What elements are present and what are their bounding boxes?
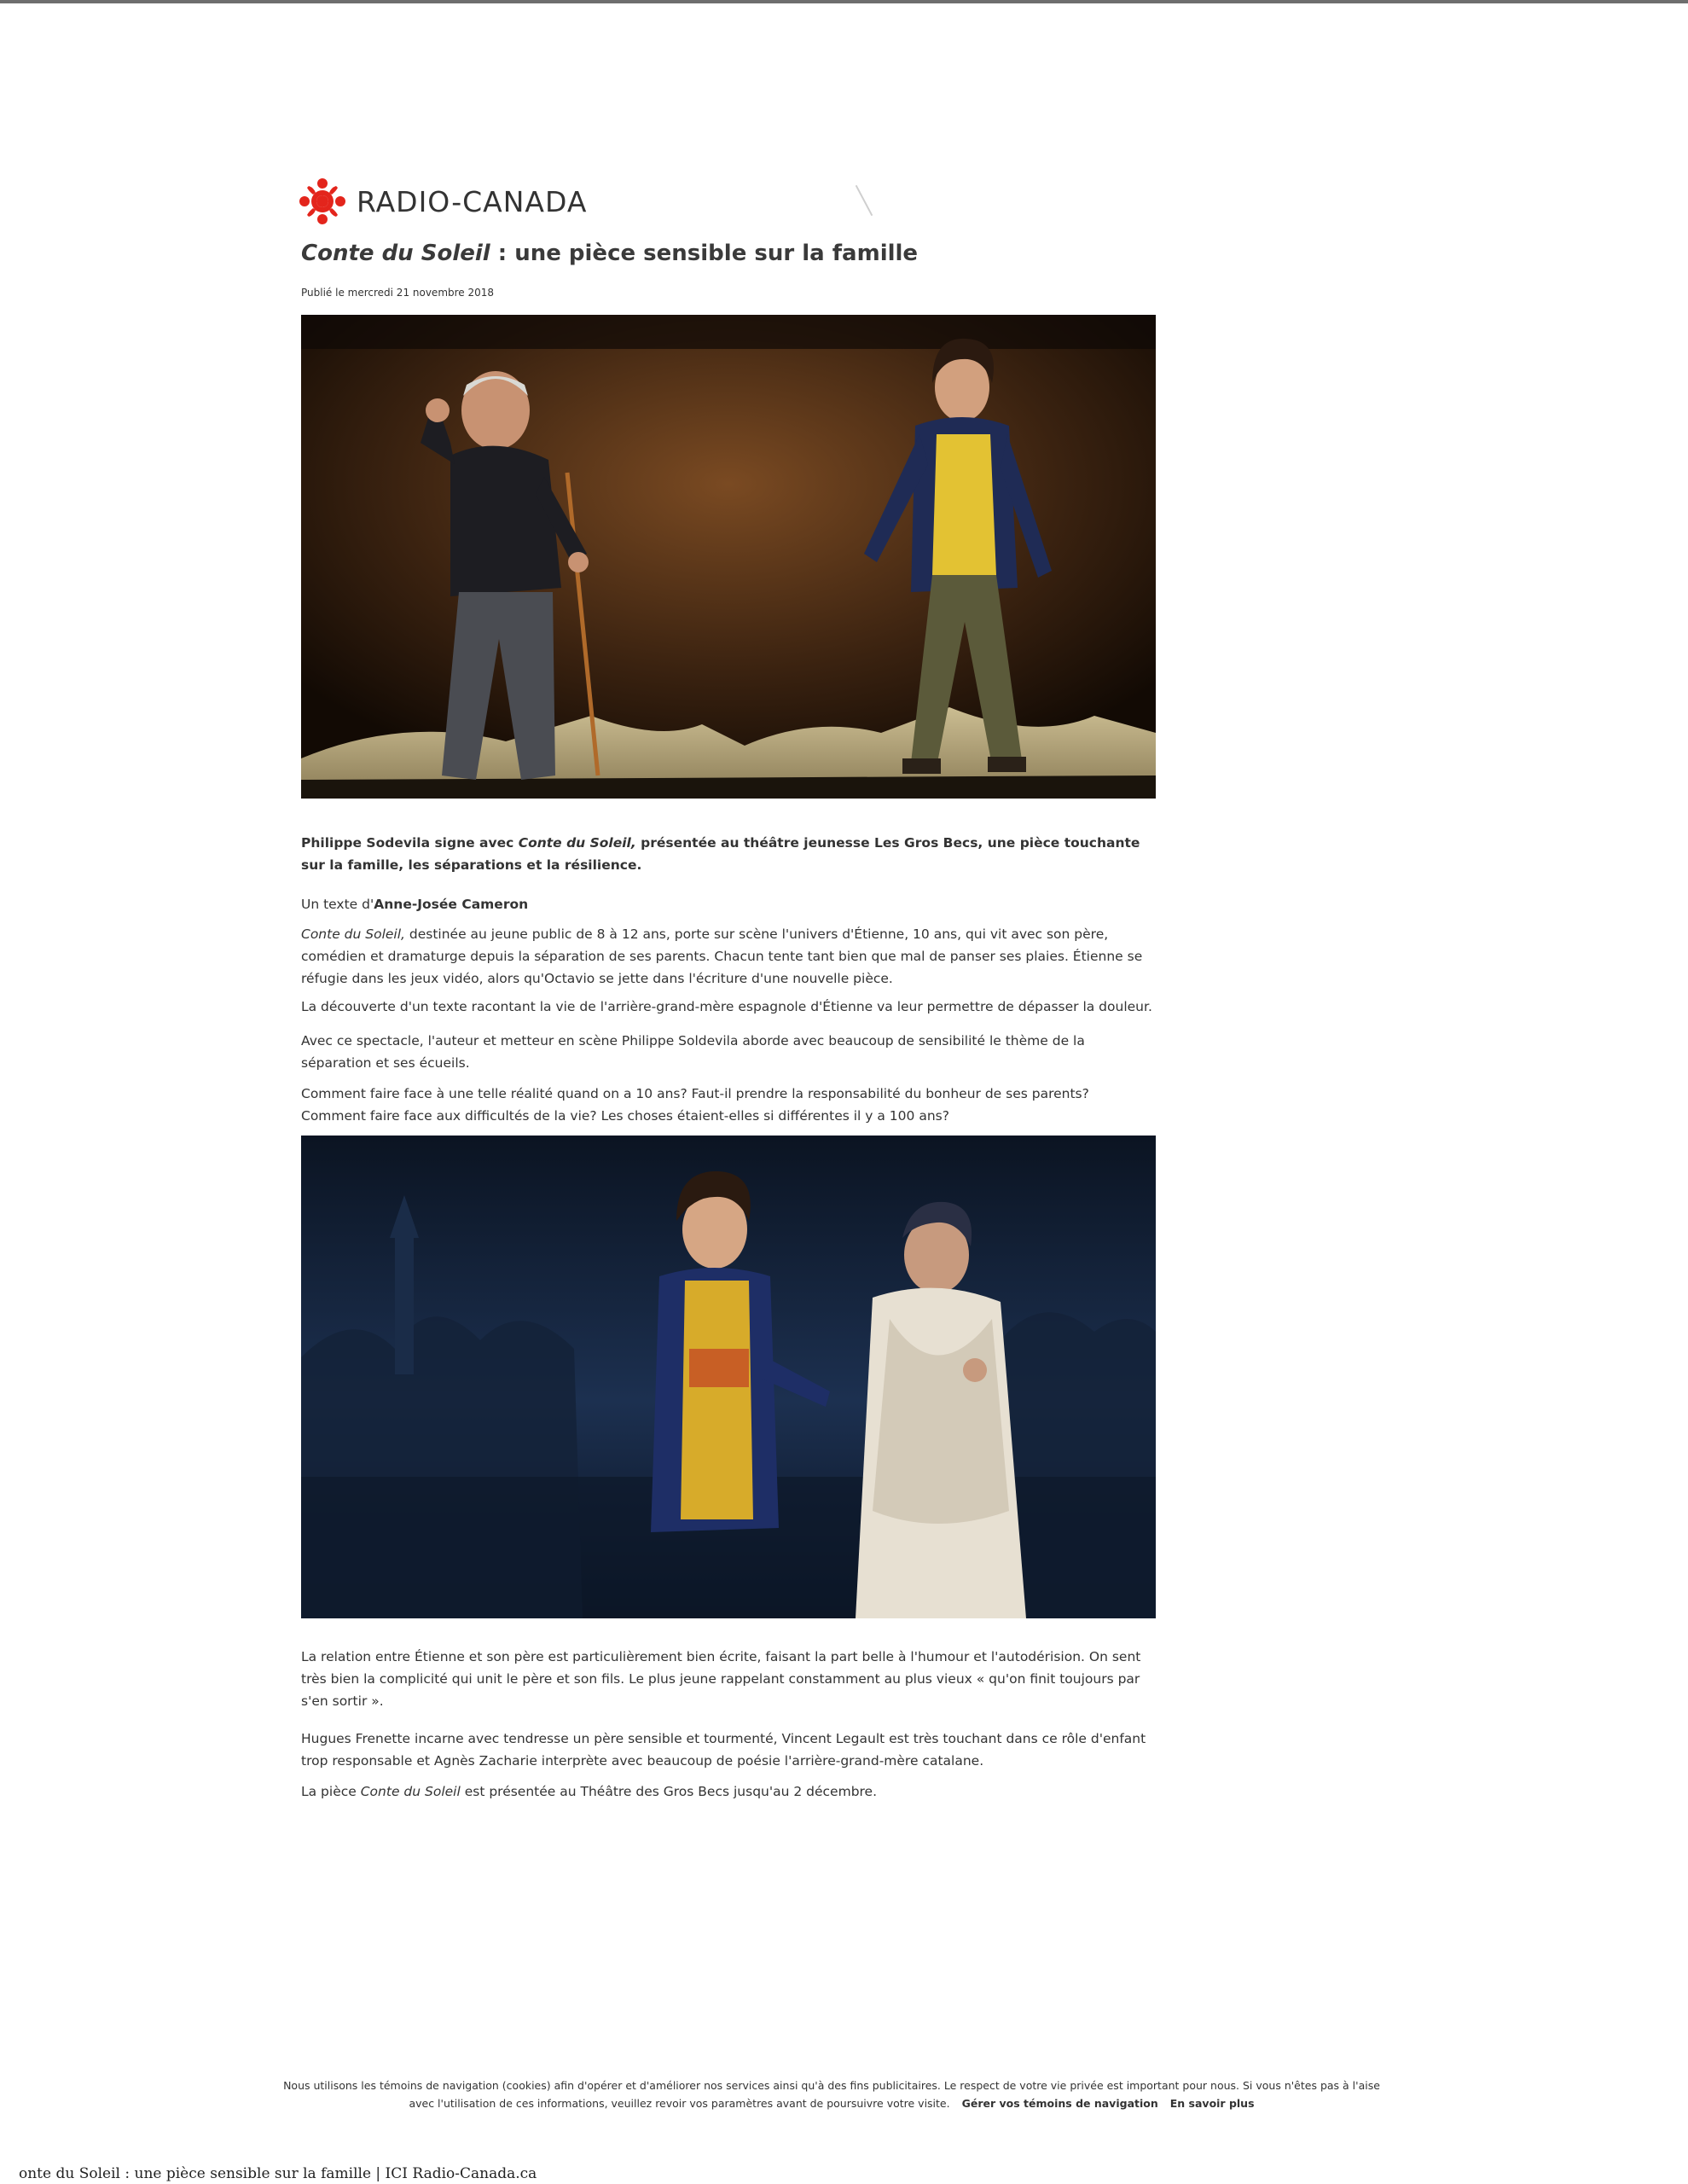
p7-italic: Conte du Soleil	[360, 1784, 461, 1799]
paragraph-1	[301, 923, 1156, 990]
p6-text: Hugues Frenette incarne avec tendresse un père sensible et tourmenté, Vincent Legault est très touchant dans ce rôle d'enfant trop responsable et Agnès Zacharie interprète avec beaucoup de poésie l'arrière-grand-mère catalane.	[301, 1731, 1146, 1769]
manage-cookies-link[interactable]: Gérer vos témoins de navigation	[961, 2097, 1158, 2110]
lead-suffix: présentée au théâtre jeunesse Les Gros Becs, une pièce touchante sur la famille, les séparations et la résilience.	[301, 835, 1140, 873]
print-footer-title: onte du Soleil : une pièce sensible sur la famille | ICI Radio-Canada.ca	[19, 2165, 537, 2182]
paragraph-3	[301, 1030, 1156, 1074]
byline	[301, 893, 1156, 915]
scan-mark	[856, 185, 873, 216]
paragraph-6	[301, 1728, 1156, 1772]
radio-canada-gem-icon	[299, 177, 346, 225]
article-photo-1	[301, 315, 1156, 799]
p3-text: Avec ce spectacle, l'auteur et metteur en scène Philippe Soldevila aborde avec beaucoup de sensibilité le thème de la séparation et ses écueils.	[301, 1033, 1085, 1071]
p2-text: La découverte d'un texte racontant la vie de l'arrière-grand-mère espagnole d'Étienne va leur permettre de dépasser la douleur.	[301, 999, 1152, 1014]
article-lead	[301, 832, 1156, 876]
lead-italic: Conte du Soleil,	[518, 835, 636, 851]
p4-text: Comment faire face à une telle réalité quand on a 10 ans? Faut-il prendre la responsabilité du bonheur de ses parents? Comment faire face aux difficultés de la vie? Les choses étaient-elles si différentes il y a 100 ans?	[301, 1086, 1089, 1124]
learn-more-link[interactable]: En savoir plus	[1169, 2097, 1255, 2110]
p1-rest: destinée au jeune public de 8 à 12 ans, porte sur scène l'univers d'Étienne, 10 ans, qui vit avec son père, comédien et dramaturge depuis la séparation de ses parents. Chacun tente tant bien que mal de panser ses plaies. Étienne se réfugie dans les jeux vidéo, alors qu'Octavio se jette dans l'écriture d'une nouvelle pièce.	[301, 926, 1143, 986]
p7-prefix: La pièce	[301, 1784, 361, 1799]
article-title	[301, 241, 1154, 267]
byline-author[interactable]: Anne-Josée Cameron	[374, 897, 529, 912]
brand-name: RADIO-CANADA	[357, 184, 588, 218]
paragraph-4	[301, 1083, 1156, 1127]
byline-prefix: Un texte d'	[301, 897, 374, 912]
title-rest: : une pièce sensible sur la famille	[490, 241, 919, 266]
p1-italic: Conte du Soleil,	[301, 926, 405, 942]
scan-edge	[0, 0, 1688, 3]
publish-date: Publié le mercredi 21 novembre 2018	[301, 287, 495, 299]
paragraph-5	[301, 1646, 1156, 1712]
p5-text: La relation entre Étienne et son père est particulièrement bien écrite, faisant la part belle à l'humour et l'autodérision. On sent très bien la complicité qui unit le père et son fils. Le plus jeune rappelant constamment au plus vieux « qu'on finit toujours par s'en sortir ».	[301, 1649, 1141, 1709]
paragraph-2	[301, 996, 1156, 1018]
article-photo-2	[301, 1136, 1156, 1618]
paragraph-7	[301, 1780, 1156, 1803]
title-italic: Conte du Soleil	[301, 241, 490, 266]
lead-prefix: Philippe Sodevila signe avec	[301, 835, 519, 851]
site-logo[interactable]	[299, 177, 587, 225]
cookie-text: Nous utilisons les témoins de navigation (cookies) afin d'opérer et d'améliorer nos services ainsi qu'à des fins publicitaires. Le respect de votre vie privée est important pour nous. Si vous n'êtes pas à l'aise avec l'utilisation de ces informations, veuillez revoir vos paramètres avant de poursuivre votre visite.	[283, 2079, 1380, 2110]
p7-suffix: est présentée au Théâtre des Gros Becs jusqu'au 2 décembre.	[460, 1784, 878, 1799]
cookie-banner	[281, 2077, 1382, 2112]
